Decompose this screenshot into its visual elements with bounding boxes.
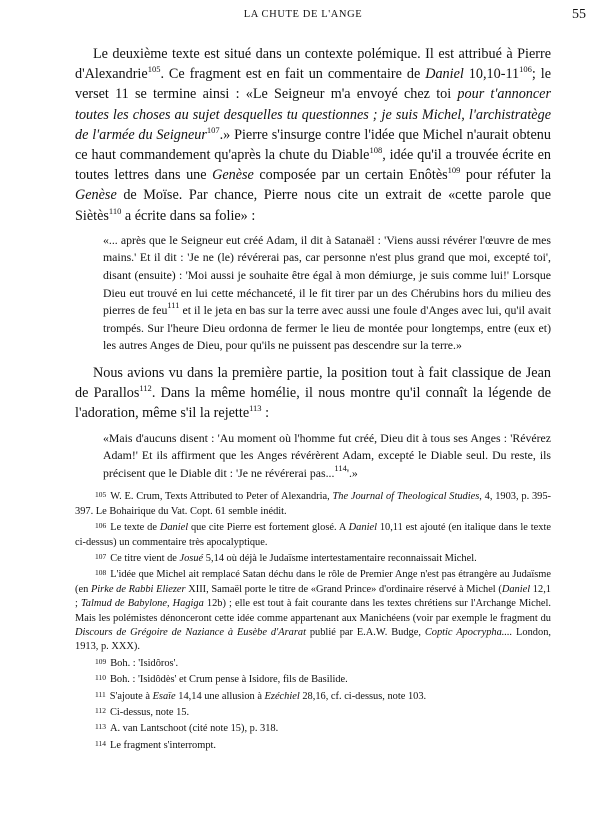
footnote-ref-106[interactable]: 106 [519,64,532,75]
footnote-108: 108 L'idée que Michel ait remplacé Satan déchu dans le rôle de Premier Ange n'est pas étrangère au Judaïsme (en Pirke de Rabbi Eliezer XIII, Samaël porte le titre de «Grand Prince» d'ordinaire réservé à Michel (Daniel 12,1 ; Talmud de Babylone, Hagiga 12b) ; elle est tout à fait courante dans les textes chrétiens sur l'Archange Michel. Mais les polémistes dénonceront cette idée comme appartenant aux Manichéens (voir par exemple le fragment du Discours de Grégoire de Naziance à Eusèbe d'Ararat publié par E.A.W. Budge, Coptic Apocrypha.... London, 1913, p. XXX). [75,568,551,653]
footnote-111: 111 S'ajoute à Esaïe 14,14 une allusion à Ezéchiel 28,16, cf. ci-dessus, note 103. [95,689,427,702]
footnote-105: 105 W. E. Crum, Texts Attributed to Peter of Alexandria, The Journal of Theological Studies, 4, 1903, p. 395-397. Le Bohairique du Vat. Copt. 61 semble inédit. [75,490,551,517]
footnote-112: 112 Ci-dessus, note 15. [95,706,190,719]
footnote-ref-105[interactable]: 105 [147,64,161,75]
footnote-ref-110[interactable]: 110 [108,205,122,216]
footnote-ref-113[interactable]: 113 [249,403,262,414]
footnote-110: 110 Boh. : 'Isidôdès' et Crum pense à Isidore, fils de Basilide. [95,673,348,686]
footnote-113: 113 A. van Lantschoot (cité note 15), p. 318. [95,722,279,735]
footnote-106: 106 Le texte de Daniel que cite Pierre est fortement glosé. A Daniel 10,11 est ajouté (en italique dans le texte ci-dessus) un commentaire très apocalyptique. [75,521,551,548]
running-head: LA CHUTE DE L'ANGE [243,9,363,20]
footnote-ref-114[interactable]: 114 [334,462,347,473]
footnote-ref-108[interactable]: 108 [369,145,383,156]
footnote-ref-112[interactable]: 112 [139,383,152,394]
footnote-ref-107[interactable]: 107 [206,124,220,135]
paragraph-1: Le deuxième texte est situé dans un contexte polémique. Il est attribué à Pierre d'Alexandrie$^{105}$. Ce fragment est en fait un commentaire de Daniel $10,10-11^{106}$; le verset 11 se termine ainsi : «Le Seigneur m'a envoyé chez toi pour t'annoncer toutes les choses au sujet desquelles tu questionnes ; je suis Michel, l'archistratège de l'armée du Seigneur$^{107}$.» Pierre s'insurge contre l'idée que Michel n'aurait obtenu ce haut commandement qu'après la chute du Diable$^{108}$, idée qu'il a trouvée écrite en toutes lettres dans une Genèse composée par un certain Enôtès$^{109}$ pour réfuter la Genèse de Moïse. Par chance, Pierre nous cite un extrait de «cette parole que Siètès$^{110}$ a écrite dans sa folie» : [75,46,551,224]
block-quote-1: «... après que le Seigneur eut créé Adam, il dit à Satanaël : 'Viens aussi révérer l'œuvre de mes mains.' Et il dit : 'Je ne (le) révérerai pas, car personne n'est plus grand que moi, excepté toi', disant (ensuite) : 'Moi aussi je souhaite être égal à mon démiurge, je suis comme lui!' Lorsque Dieu eut trouvé en lui cette méchanceté, il le fit tirer par un des Chérubins hors du milieu des pierres de feu$^{111}$ et il le jeta en bas sur la terre avec aussi une foule d'Anges avec lui, qu'il avait trompés. Sur l'heure Dieu ordonna de fermer le lieu de montée pour longtemps, entre (eux et) les autres Anges de Dieu, pour qu'ils ne puissent pas descendre sur la terre.» [103,232,551,353]
footnotes [75,488,551,753]
footnote-109: 109 Boh. : 'Isidôros'. [95,656,179,669]
block-quote-2: «Mais d'aucuns disent : 'Au moment où l'homme fut créé, Dieu dit à tous ses Anges : 'Révérez Adam!' Et ils affirment que les Anges révérèrent Adam, excepté le Diable seul. Du reste, ils précisent que le Diable dit : 'Je ne révérerai pas...$^{114}$'.» [103,430,551,480]
page-number: 55 [572,7,586,22]
paragraph-2: Nous avions vu dans la première partie, la position tout à fait classique de Jean de Parallos$^{112}$. Dans la même homélie, il nous montre qu'il connaît la légende de l'adoration, même s'il la rejette$^{113}$ : [75,364,551,422]
footnote-107: 107 Ce titre vient de Josué 5,14 où déjà le Judaïsme intertestamentaire reconnaissait Michel. [95,552,477,564]
footnote-ref-109[interactable]: 109 [447,165,461,176]
page-body [75,44,551,753]
footnote-ref-111[interactable]: 111 [167,300,180,311]
footnote-114: 114 Le fragment s'interrompt. [95,738,217,751]
